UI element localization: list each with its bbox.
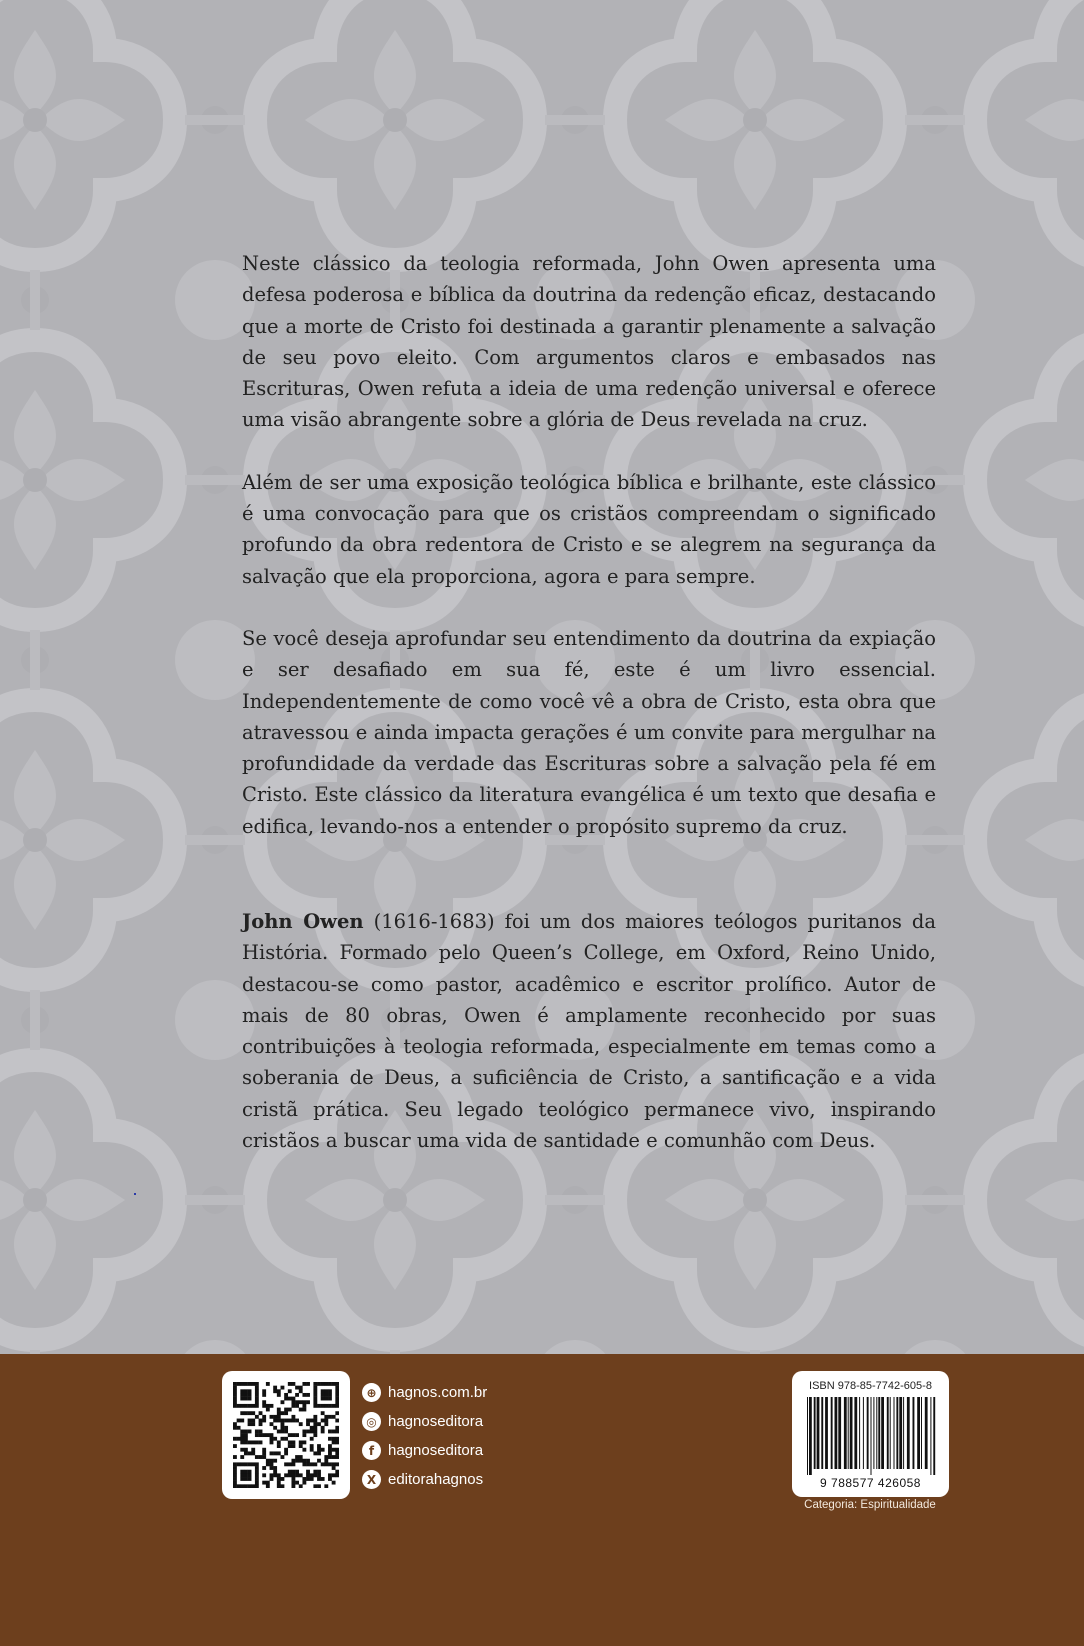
qr-code-image bbox=[233, 1382, 339, 1488]
facebook-icon: f bbox=[362, 1441, 381, 1460]
blurb-paragraph: Se você deseja aprofundar seu entendimento da doutrina da expiação e ser desafiado em sua fé, este é um livro essencial. Independentemente de como você vê a obra de Cristo, esta obra que atravessou e ainda impacta gerações é um convite para mergulhar na profundidade da verdade das Escrituras sobre a salvação pela fé em Cristo. Este clássico da literatura evangélica é um texto que desafia e edifica, levando-nos a entender o propósito supremo da cruz. bbox=[242, 626, 936, 838]
ean-number: 9 788577 426058 bbox=[820, 1476, 921, 1490]
category-label: Categoria: Espiritualidade bbox=[804, 1499, 936, 1511]
qr-code[interactable] bbox=[222, 1371, 350, 1499]
author-bio-text: (1616-1683) foi um dos maiores teólogos puritanos da História. Formado pelo Queen’s College, em Oxford, Reino Unido, destacou-se como pastor, acadêmico e escritor prolífico. Autor de mais de 80 obras, Owen é amplamente reconhecido por suas contribuições à teologia reformada, especialmente em temas como a soberania de Deus, a suficiência de Cristo, a santificação e a vida cristã prática. Seu legado teológico permanece vivo, inspirando cristãos a buscar uma vida de santidade e comunhão com Deus. bbox=[242, 910, 936, 1153]
social-link-facebook[interactable] bbox=[362, 1436, 487, 1465]
isbn-label: ISBN 978-85-7742-605-8 bbox=[809, 1380, 932, 1392]
social-label: hagnos.com.br bbox=[388, 1384, 488, 1401]
x-icon: X bbox=[362, 1470, 381, 1489]
barcode bbox=[805, 1397, 936, 1475]
instagram-icon: ◎ bbox=[362, 1412, 381, 1431]
blurb-paragraph: Neste clássico da teologia reformada, John Owen apresenta uma defesa poderosa e bíblica da doutrina da redenção eficaz, destacando que a morte de Cristo foi destinada a garantir plenamente a salvação de seu povo eleito. Com argumentos claros e embasados nas Escrituras, Owen refuta a ideia de uma redenção universal e oferece uma visão abrangente sobre a glória de Deus revelada na cruz. bbox=[242, 252, 936, 432]
social-link-x[interactable] bbox=[362, 1465, 487, 1494]
social-label: hagnoseditora bbox=[388, 1442, 484, 1459]
social-label: editorahagnos bbox=[388, 1471, 484, 1488]
print-speck bbox=[134, 1193, 136, 1195]
social-links bbox=[362, 1378, 487, 1494]
blurb bbox=[242, 248, 936, 873]
author-bio bbox=[242, 906, 936, 1156]
blurb-paragraph: Além de ser uma exposição teológica bíblica e brilhante, este clássico é uma convocação para que os cristãos compreendam o significado profundo da obra redentora de Cristo e se alegrem na segurança da salvação que ela proporciona, agora e para sempre. bbox=[242, 470, 936, 588]
author-name: John Owen bbox=[242, 910, 364, 933]
social-label: hagnoseditora bbox=[388, 1413, 484, 1430]
globe-icon: ⊕ bbox=[362, 1383, 381, 1402]
social-link-website[interactable] bbox=[362, 1378, 487, 1407]
isbn-barcode-card bbox=[792, 1371, 949, 1497]
social-link-instagram[interactable] bbox=[362, 1407, 487, 1436]
